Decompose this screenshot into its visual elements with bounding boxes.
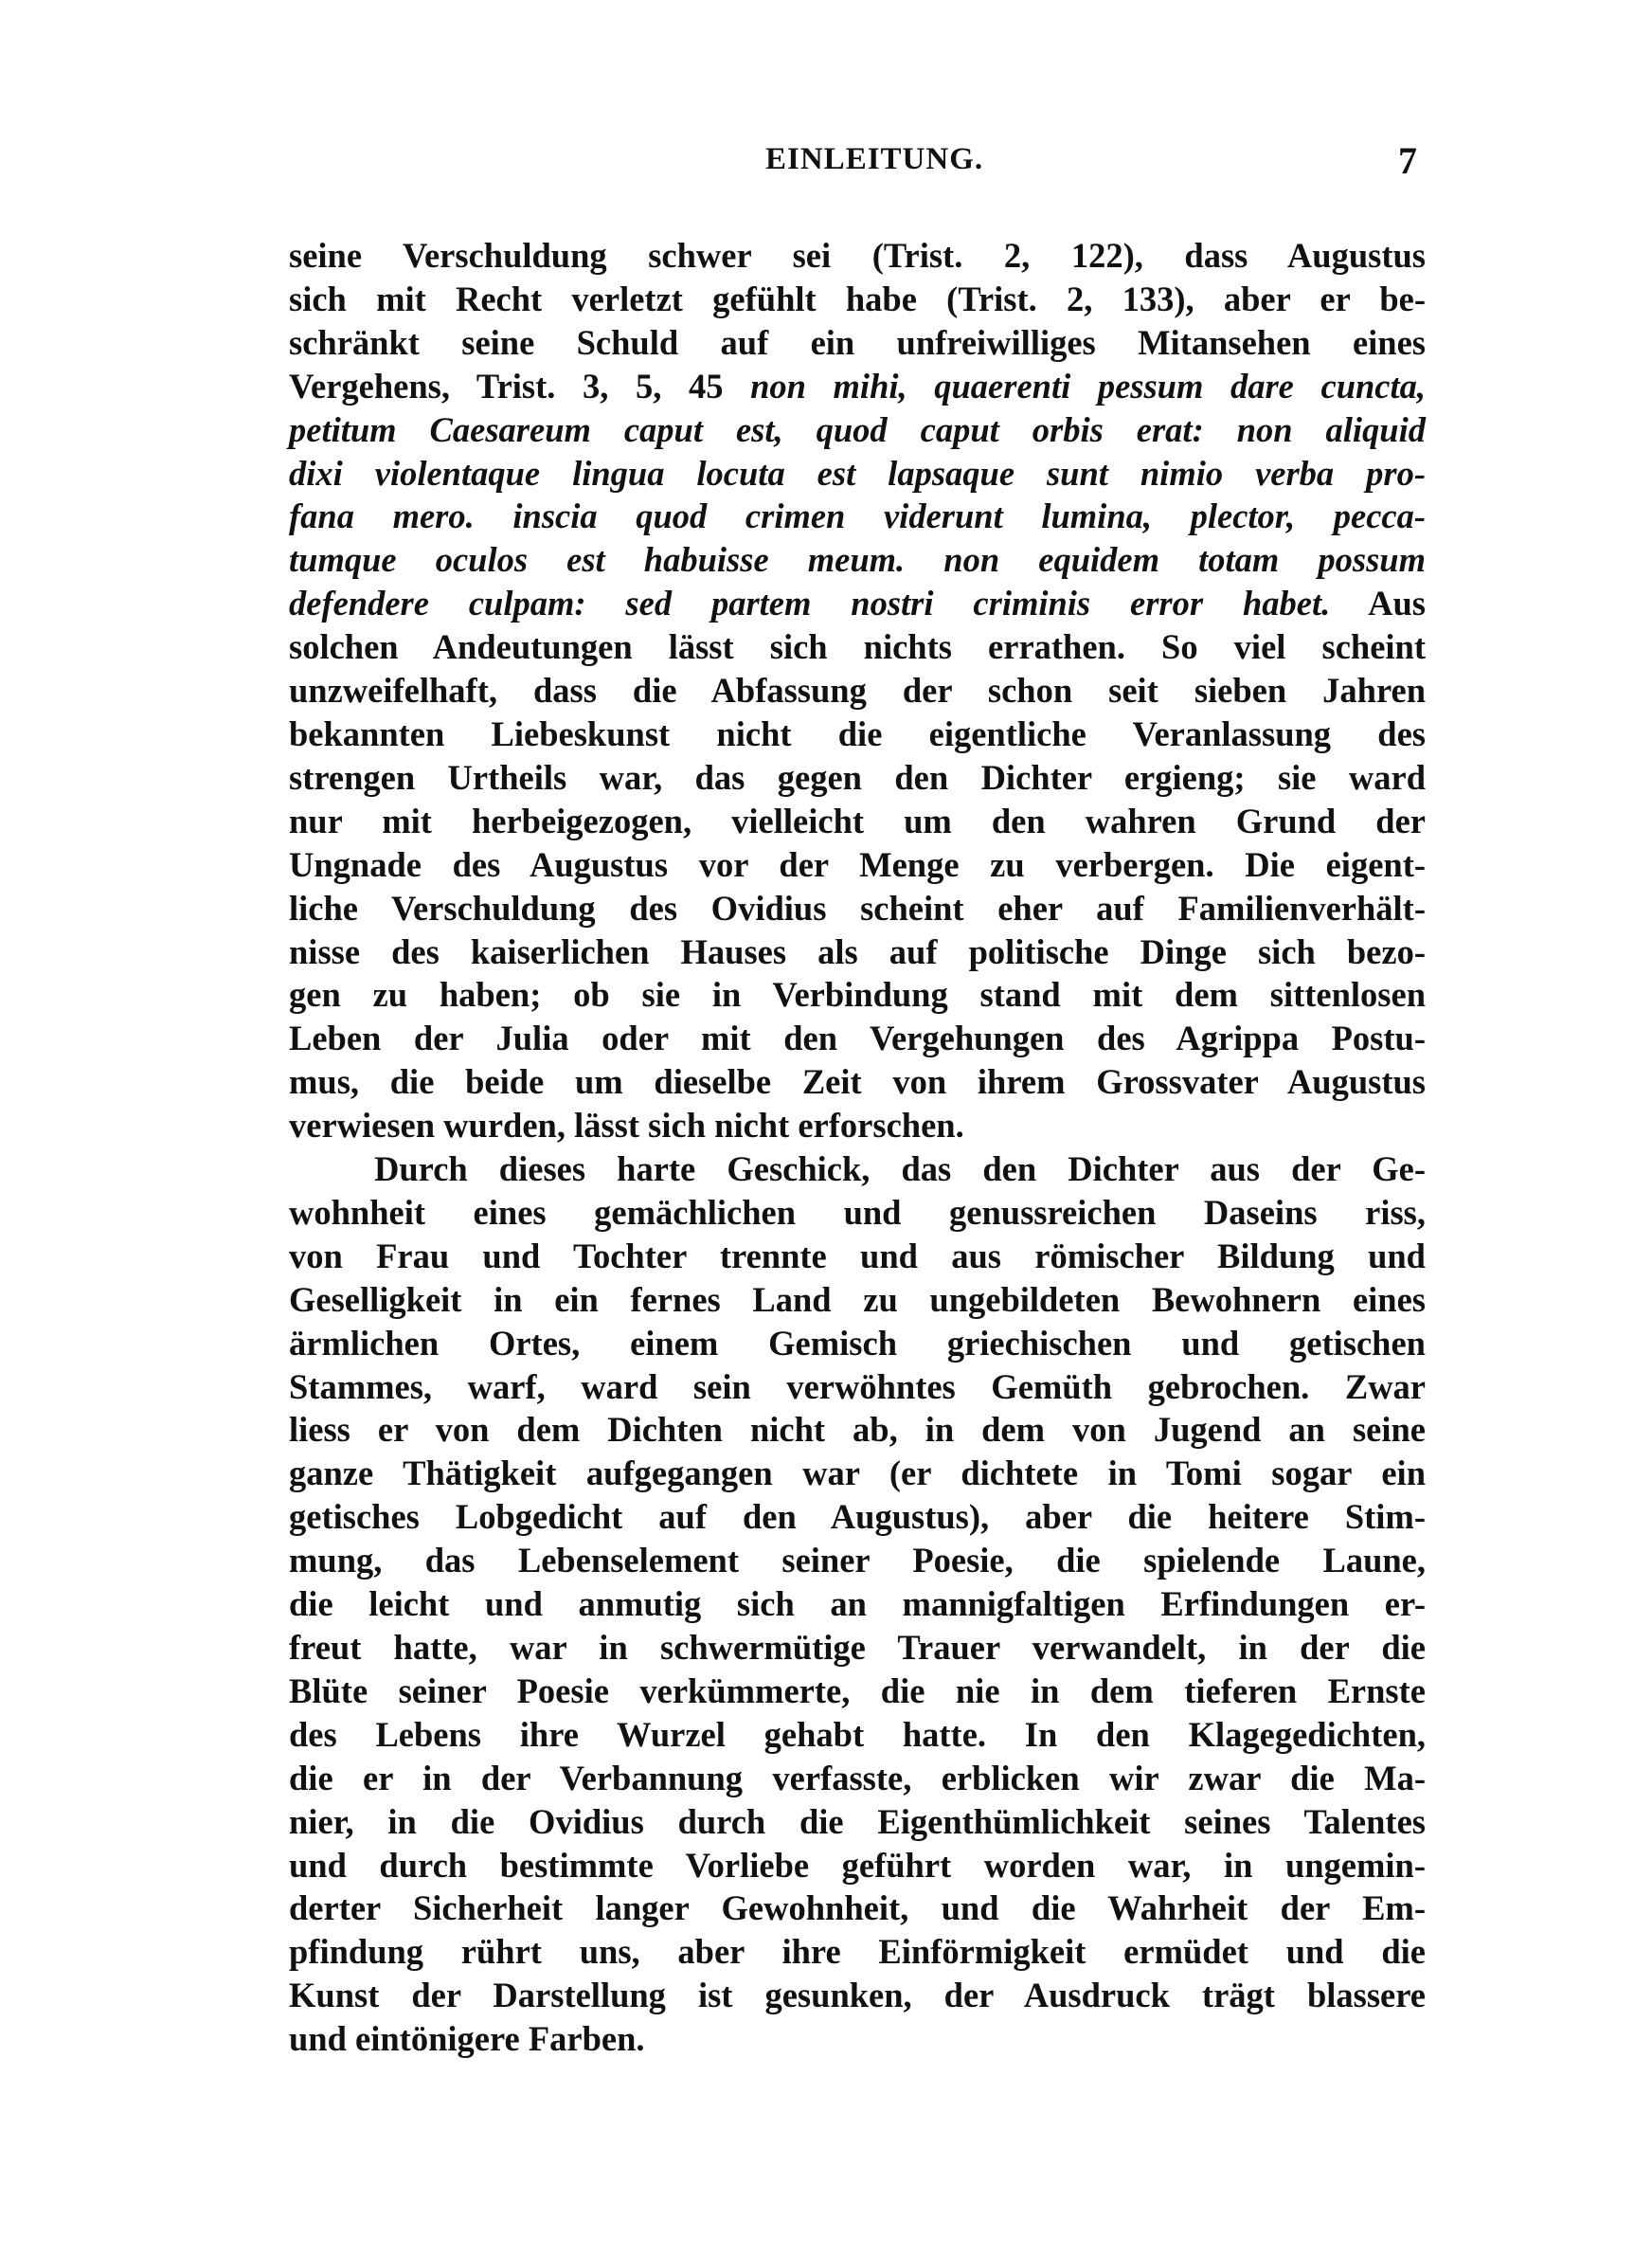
text-segment: Aus (1368, 584, 1426, 623)
text-line: Blüte seiner Poesie verkümmerte, die nie in dem tieferen Ernste (289, 1670, 1426, 1710)
text-line: Kunst der Darstellung ist gesunken, der Ausdruck trägt blassere (289, 1976, 1426, 2015)
text-line: die er in der Verbannung verfasste, erblicken wir zwar die Ma- (289, 1758, 1426, 1797)
text-line: freut hatte, war in schwermütige Trauer verwandelt, in der die (289, 1628, 1426, 1667)
body-text (289, 234, 1426, 2061)
text-line: nur mit herbeigezogen, vielleicht um den wahren Grund der (289, 801, 1426, 840)
text-line: Leben der Julia oder mit den Vergehungen des Agrippa Postu- (289, 1019, 1426, 1058)
text-segment: Vergehens, Trist. 3, 5, 45 (289, 366, 724, 406)
latin-quote-line: tumque oculos est habuisse meum. non equidem totam possum (289, 540, 1426, 580)
text-line: solchen Andeutungen lässt sich nichts errathen. So viel scheint (289, 627, 1426, 667)
text-line: bekannten Liebeskunst nicht die eigentliche Veranlassung des (289, 713, 1426, 753)
text-line: sich mit Recht verletzt gefühlt habe (Trist. 2, 133), aber er be- (289, 279, 1426, 318)
text-line: und eintönigere Farben. (289, 2019, 645, 2059)
text-line: Durch dieses harte Geschick, das den Dichter aus der Ge- (374, 1149, 1426, 1189)
paragraph-1 (289, 234, 1426, 1147)
text-line: unzweifelhaft, dass die Abfassung der schon seit sieben Jahren (289, 671, 1426, 711)
text-line: getisches Lobgedicht auf den Augustus), aber die heitere Stim- (289, 1497, 1426, 1537)
text-line: mung, das Lebenselement seiner Poesie, die spielende Laune, (289, 1541, 1426, 1580)
text-line: strengen Urtheils war, das gegen den Dichter ergieng; sie ward (289, 757, 1426, 797)
text-line: wohnheit eines gemächlichen und genussreichen Daseins riss, (289, 1192, 1426, 1232)
text-line: Stammes, warf, ward sein verwöhntes Gemüth gebrochen. Zwar (289, 1366, 1426, 1406)
latin-quote-line: dixi violentaque lingua locuta est lapsaque sunt nimio verba pro- (289, 453, 1426, 493)
text-line: liess er von dem Dichten nicht ab, in dem von Jugend an seine (289, 1410, 1426, 1450)
latin-quote: defendere culpam: sed partem nostri criminis error habet. (289, 584, 1331, 623)
text-line: nier, in die Ovidius durch die Eigenthümlichkeit seines Talentes (289, 1801, 1426, 1841)
latin-quote: non mihi, quaerenti pessum dare cuncta, (750, 366, 1427, 406)
text-line: ganze Thätigkeit aufgegangen war (er dichtete in Tomi sogar ein (289, 1454, 1426, 1493)
text-line: nisse des kaiserlichen Hauses als auf politische Dinge sich bezo- (289, 931, 1426, 971)
latin-quote-line: fana mero. inscia quod crimen viderunt lumina, plector, pecca- (289, 497, 1426, 536)
text-line: liche Verschuldung des Ovidius scheint eher auf Familienverhält- (289, 888, 1426, 928)
text-line: und durch bestimmte Vorliebe geführt worden war, in ungemin- (289, 1845, 1426, 1885)
text-line: des Lebens ihre Wurzel gehabt hatte. In den Klagegedichten, (289, 1714, 1426, 1754)
text-line: pfindung rührt uns, aber ihre Einförmigkeit ermüdet und die (289, 1932, 1426, 1972)
running-head: EINLEITUNG. (765, 142, 984, 176)
text-line (289, 582, 1426, 625)
text-line: von Frau und Tochter trennte und aus römischer Bildung und (289, 1236, 1426, 1275)
text-line: Geselligkeit in ein fernes Land zu ungebildeten Bewohnern eines (289, 1279, 1426, 1319)
text-line (289, 365, 1426, 408)
text-line: gen zu haben; ob sie in Verbindung stand mit dem sittenlosen (289, 975, 1426, 1015)
text-line: die leicht und anmutig sich an mannigfaltigen Erfindungen er- (289, 1584, 1426, 1624)
page-header (0, 139, 1652, 199)
page-number: 7 (1398, 139, 1417, 182)
paragraph-2 (289, 1147, 1426, 2061)
text-line: mus, die beide um dieselbe Zeit von ihrem Grossvater Augustus (289, 1062, 1426, 1102)
text-line: seine Verschuldung schwer sei (Trist. 2, 122), dass Augustus (289, 236, 1426, 275)
text-line: ärmlichen Ortes, einem Gemisch griechischen und getischen (289, 1323, 1426, 1363)
latin-quote-line: petitum Caesareum caput est, quod caput orbis erat: non aliquid (289, 409, 1426, 449)
text-line: derter Sicherheit langer Gewohnheit, und die Wahrheit der Em- (289, 1888, 1426, 1928)
text-line: Ungnade des Augustus vor der Menge zu verbergen. Die eigent- (289, 844, 1426, 884)
text-line: verwiesen wurden, lässt sich nicht erforschen. (289, 1106, 964, 1146)
text-line: schränkt seine Schuld auf ein unfreiwilliges Mitansehen eines (289, 322, 1426, 362)
